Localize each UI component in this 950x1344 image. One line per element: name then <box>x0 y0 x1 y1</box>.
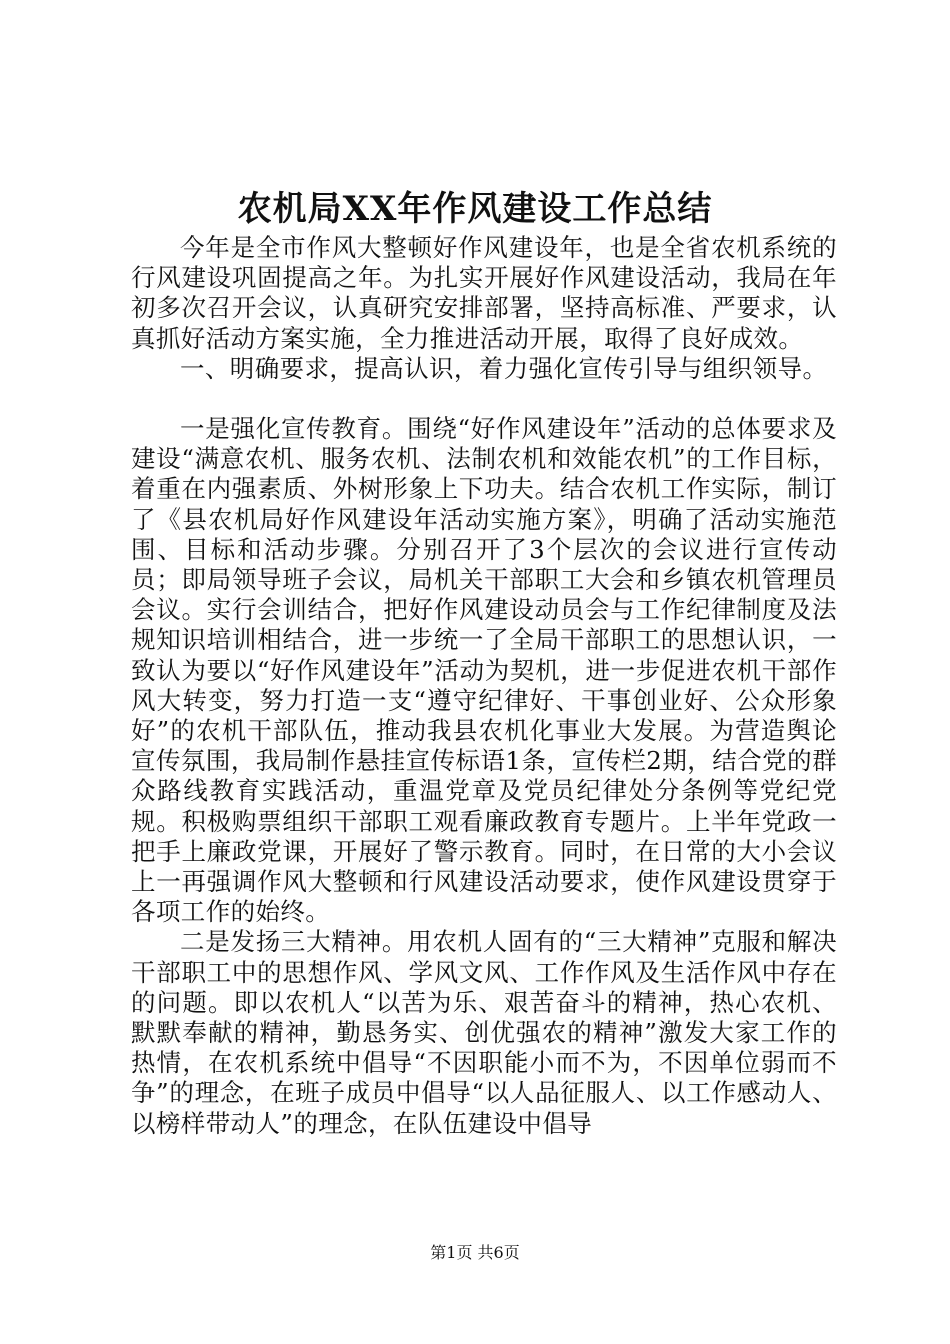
paragraph-three-spirits: 二是发扬三大精神。用农机人固有的“三大精神”克服和解决干部职工中的思想作风、学风文风、工作作风及生活作风中存在的问题。即以农机人“以苦为乐、艰苦奋斗的精神，热心农机、默默奉献的精神，勤恳务实、创优强农的精神”激发大家工作的热情，在农机系统中倡导“不因职能小而不为，不因单位弱而不争”的理念，在班子成员中倡导“以人品征服人、以工作感动人、以榜样带动人”的理念，在队伍建设中倡导 <box>131 927 837 1138</box>
section-heading-1: 一、明确要求，提高认识，着力强化宣传引导与组织领导。 <box>180 353 828 383</box>
page-footer: 第1页 共6页 <box>430 1243 520 1262</box>
paragraph-publicity-education: 一是强化宣传教育。围绕“好作风建设年”活动的总体要求及建设“满意农机、服务农机、法制农机和效能农机”的工作目标，着重在内强素质、外树形象上下功夫。结合农机工作实际，制订了《县农机局好作风建设年活动实施方案》，明确了活动实施范围、目标和活动步骤。分别召开了3个层次的会议进行宣传动员；即局领导班子会议，局机关干部职工大会和乡镇农机管理员会议。实行会训结合，把好作风建设动员会与工作纪律制度及法规知识培训相结合，进一步统一了全局干部职工的思想认识，一致认为要以“好作风建设年”活动为契机，进一步促进农机干部作风大转变，努力打造一支“遵守纪律好、干事创业好、公众形象好”的农机干部队伍，推动我县农机化事业大发展。为营造舆论宣传氛围，我局制作悬挂宣传标语1条，宣传栏2期，结合党的群众路线教育实践活动，重温党章及党员纪律处分条例等党纪党规。积极购票组织干部职工观看廉政教育专题片。上半年党政一把手上廉政党课，开展好了警示教育。同时，在日常的大小会议上一再强调作风大整顿和行风建设活动要求，使作风建设贯穿于各项工作的始终。 <box>131 414 837 927</box>
document-title: 农机局XX年作风建设工作总结 <box>237 189 713 229</box>
document-body <box>131 233 837 1139</box>
paragraph-intro: 今年是全市作风大整顿好作风建设年，也是全省农机系统的行风建设巩固提高之年。为扎实开展好作风建设活动，我局在年初多次召开会议，认真研究安排部署，坚持高标准、严要求，认真抓好活动方案实施，全力推进活动开展，取得了良好成效。 <box>131 233 837 353</box>
